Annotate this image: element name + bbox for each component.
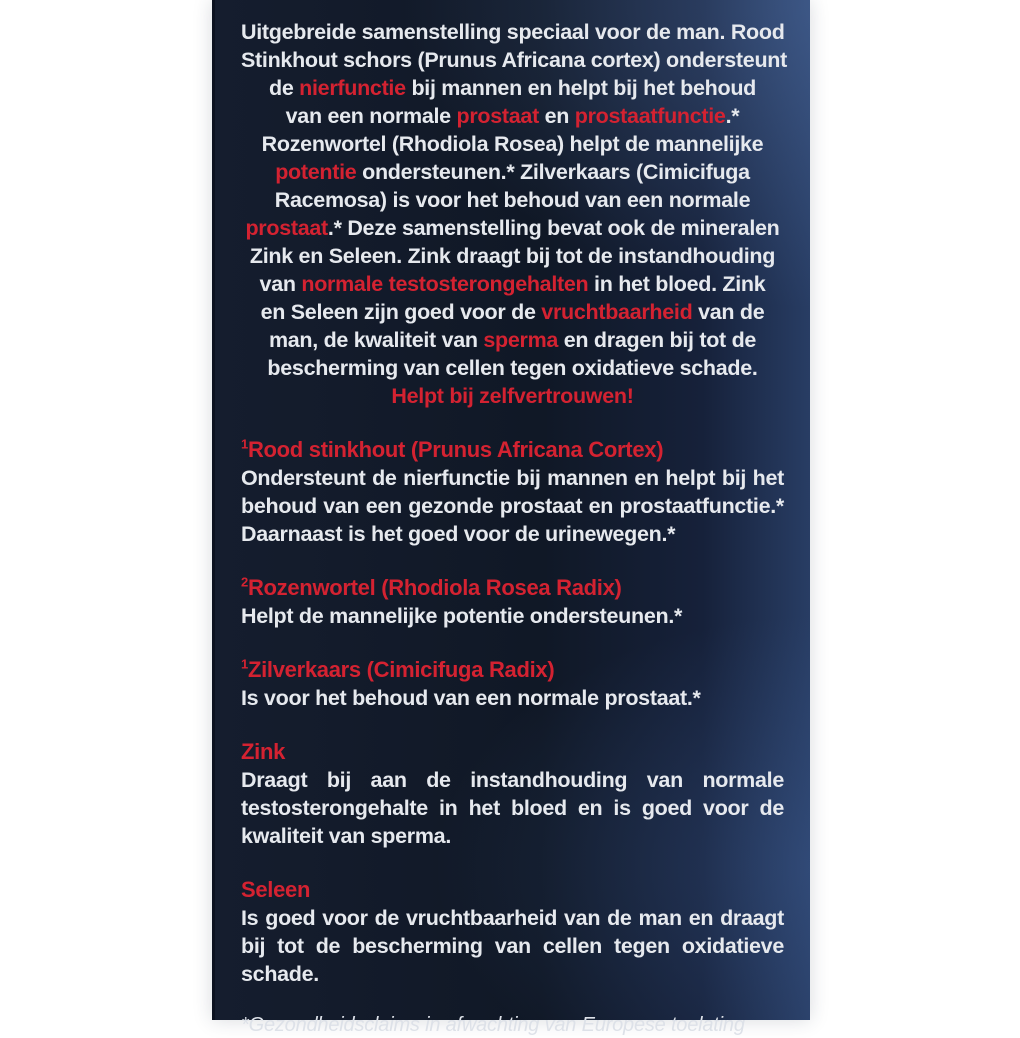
highlighted-word: prostaat <box>456 104 539 128</box>
intro-text: Zink en Seleen. Zink draagt bij tot de instandhouding <box>249 244 776 268</box>
footnote-reference: 2 <box>241 574 248 590</box>
intro-line <box>241 354 784 382</box>
intro-line <box>241 242 784 270</box>
footnote-reference: 1 <box>241 656 248 672</box>
intro-text: Uitgebreide samenstelling speciaal voor de man. Rood <box>241 20 785 44</box>
intro-text: en Seleen zijn goed voor de <box>260 300 542 324</box>
highlighted-word: prostaat <box>245 216 328 240</box>
intro-text: .* Deze samenstelling bevat ook de mineralen <box>327 216 780 240</box>
section-title: Seleen <box>241 877 311 902</box>
label-panel <box>212 0 810 1036</box>
intro-text: en dragen bij tot de <box>558 328 757 352</box>
ingredient-sections <box>241 436 784 988</box>
intro-text: bescherming van cellen tegen oxidatieve schade. <box>267 356 758 380</box>
section-body: Is voor het behoud van een normale prostaat.* <box>241 686 701 710</box>
intro-line <box>241 214 784 242</box>
intro-text: de <box>268 76 300 100</box>
section-body: Ondersteunt de nierfunctie bij mannen en helpt bij het behoud van een gezonde prostaat en prostaatfunctie.* Daarnaast is het goed voor de urinewegen.* <box>241 466 784 546</box>
intro-text: Rozenwortel (Rhodiola Rosea) helpt de mannelijke <box>261 132 764 156</box>
intro-line <box>241 18 784 46</box>
intro-paragraph <box>241 18 787 410</box>
section-title: $^2$Rozenwortel (Rhodiola Rosea Radix) <box>241 574 622 600</box>
health-claims-footnote: *Gezondheidsclaims in afwachting van Europese toelating <box>241 1014 745 1036</box>
intro-text: Racemosa) is voor het behoud van een normale <box>274 188 751 212</box>
ingredient-section-zilverkaars <box>241 656 784 712</box>
section-title: $^1$Zilverkaars (Cimicifuga Radix) <box>241 656 555 682</box>
ingredient-section-rood-stinkhout <box>241 436 784 548</box>
section-body: Draagt bij aan de instandhouding van normale testosterongehalte in het bloed en is goed voor de kwaliteit van sperma. <box>241 768 784 848</box>
intro-text: bij mannen en helpt bij het behoud <box>405 76 756 100</box>
footnote-reference: 1 <box>241 436 248 452</box>
intro-line <box>241 382 784 410</box>
highlighted-word: nierfunctie <box>299 76 406 100</box>
section-title: $^1$Rood stinkhout (Prunus Africana Cortex) <box>241 436 664 462</box>
intro-text: Stinkhout schors (Prunus Africana cortex) ondersteunt <box>241 48 787 72</box>
intro-line <box>241 130 784 158</box>
ingredient-section-zink <box>241 738 784 850</box>
section-title: Zink <box>241 739 286 764</box>
section-body: Helpt de mannelijke potentie ondersteunen.* <box>241 604 683 628</box>
intro-line <box>241 102 784 130</box>
highlighted-word: normale testosterongehalten <box>301 272 589 296</box>
intro-line <box>241 46 787 74</box>
highlighted-word: vruchtbaarheid <box>541 300 693 324</box>
intro-text: en <box>538 104 575 128</box>
intro-text: van de <box>692 300 765 324</box>
intro-line <box>241 298 784 326</box>
intro-text: van <box>259 272 302 296</box>
highlighted-word: sperma <box>483 328 559 352</box>
intro-text: in het bloed. Zink <box>588 272 766 296</box>
ingredient-section-rozenwortel <box>241 574 784 630</box>
highlighted-word: potentie <box>275 160 357 184</box>
intro-line <box>241 326 784 354</box>
intro-text: man, de kwaliteit van <box>268 328 484 352</box>
intro-line <box>241 270 784 298</box>
intro-text: ondersteunen.* Zilverkaars (Cimicifuga <box>356 160 750 184</box>
intro-line <box>241 74 784 102</box>
intro-text: .* <box>725 104 740 128</box>
ingredient-section-seleen <box>241 876 784 988</box>
highlighted-word: Helpt bij zelfvertrouwen! <box>391 384 634 408</box>
intro-line <box>241 158 784 186</box>
intro-text: van een normale <box>285 104 457 128</box>
section-body: Is goed voor de vruchtbaarheid van de man en draagt bij tot de bescherming van cellen tegen oxidatieve schade. <box>241 906 784 986</box>
highlighted-word: prostaatfunctie <box>574 104 726 128</box>
intro-line <box>241 186 784 214</box>
